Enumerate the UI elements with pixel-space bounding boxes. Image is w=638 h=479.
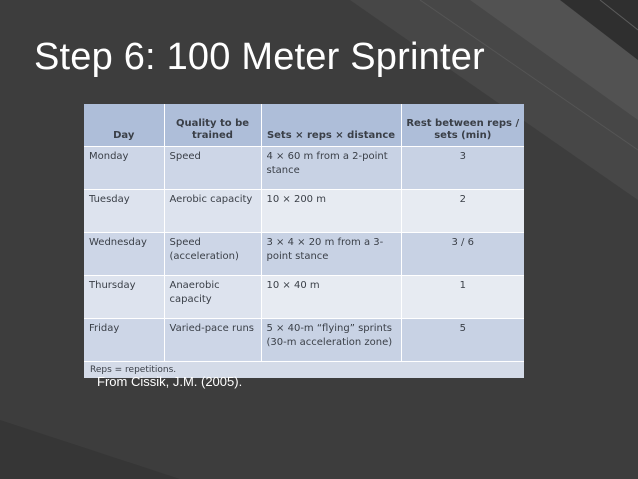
cell-sets: 10 × 200 m <box>261 190 401 233</box>
cell-quality: Varied-pace runs <box>164 319 261 362</box>
cell-rest: 3 / 6 <box>401 233 524 276</box>
table-row <box>84 190 524 233</box>
cell-day: Tuesday <box>84 190 164 233</box>
table-row <box>84 147 524 190</box>
cell-quality: Speed <box>164 147 261 190</box>
citation-text: From Cissik, J.M. (2005). <box>97 374 243 389</box>
table-row <box>84 276 524 319</box>
cell-sets: 5 × 40-m “flying” sprints (30-m acceleration zone) <box>261 319 401 362</box>
cell-quality: Anaerobic capacity <box>164 276 261 319</box>
cell-day: Monday <box>84 147 164 190</box>
cell-rest: 5 <box>401 319 524 362</box>
cell-day: Thursday <box>84 276 164 319</box>
slide-title: Step 6: 100 Meter Sprinter <box>34 36 485 78</box>
cell-rest: 3 <box>401 147 524 190</box>
header-quality: Quality to be trained <box>164 104 261 147</box>
cell-rest: 2 <box>401 190 524 233</box>
table-row <box>84 319 524 362</box>
table-header-row <box>84 104 524 147</box>
header-day: Day <box>84 104 164 147</box>
table-row <box>84 233 524 276</box>
header-sets: Sets × reps × distance <box>261 104 401 147</box>
cell-quality: Speed (acceleration) <box>164 233 261 276</box>
training-table-image <box>84 104 524 375</box>
training-table <box>84 104 524 361</box>
cell-day: Friday <box>84 319 164 362</box>
header-rest: Rest between reps / sets (min) <box>401 104 524 147</box>
cell-quality: Aerobic capacity <box>164 190 261 233</box>
cell-sets: 4 × 60 m from a 2-point stance <box>261 147 401 190</box>
cell-sets: 10 × 40 m <box>261 276 401 319</box>
cell-rest: 1 <box>401 276 524 319</box>
cell-day: Wednesday <box>84 233 164 276</box>
table-footnote: Reps = repetitions. <box>84 361 524 378</box>
cell-sets: 3 × 4 × 20 m from a 3-point stance <box>261 233 401 276</box>
